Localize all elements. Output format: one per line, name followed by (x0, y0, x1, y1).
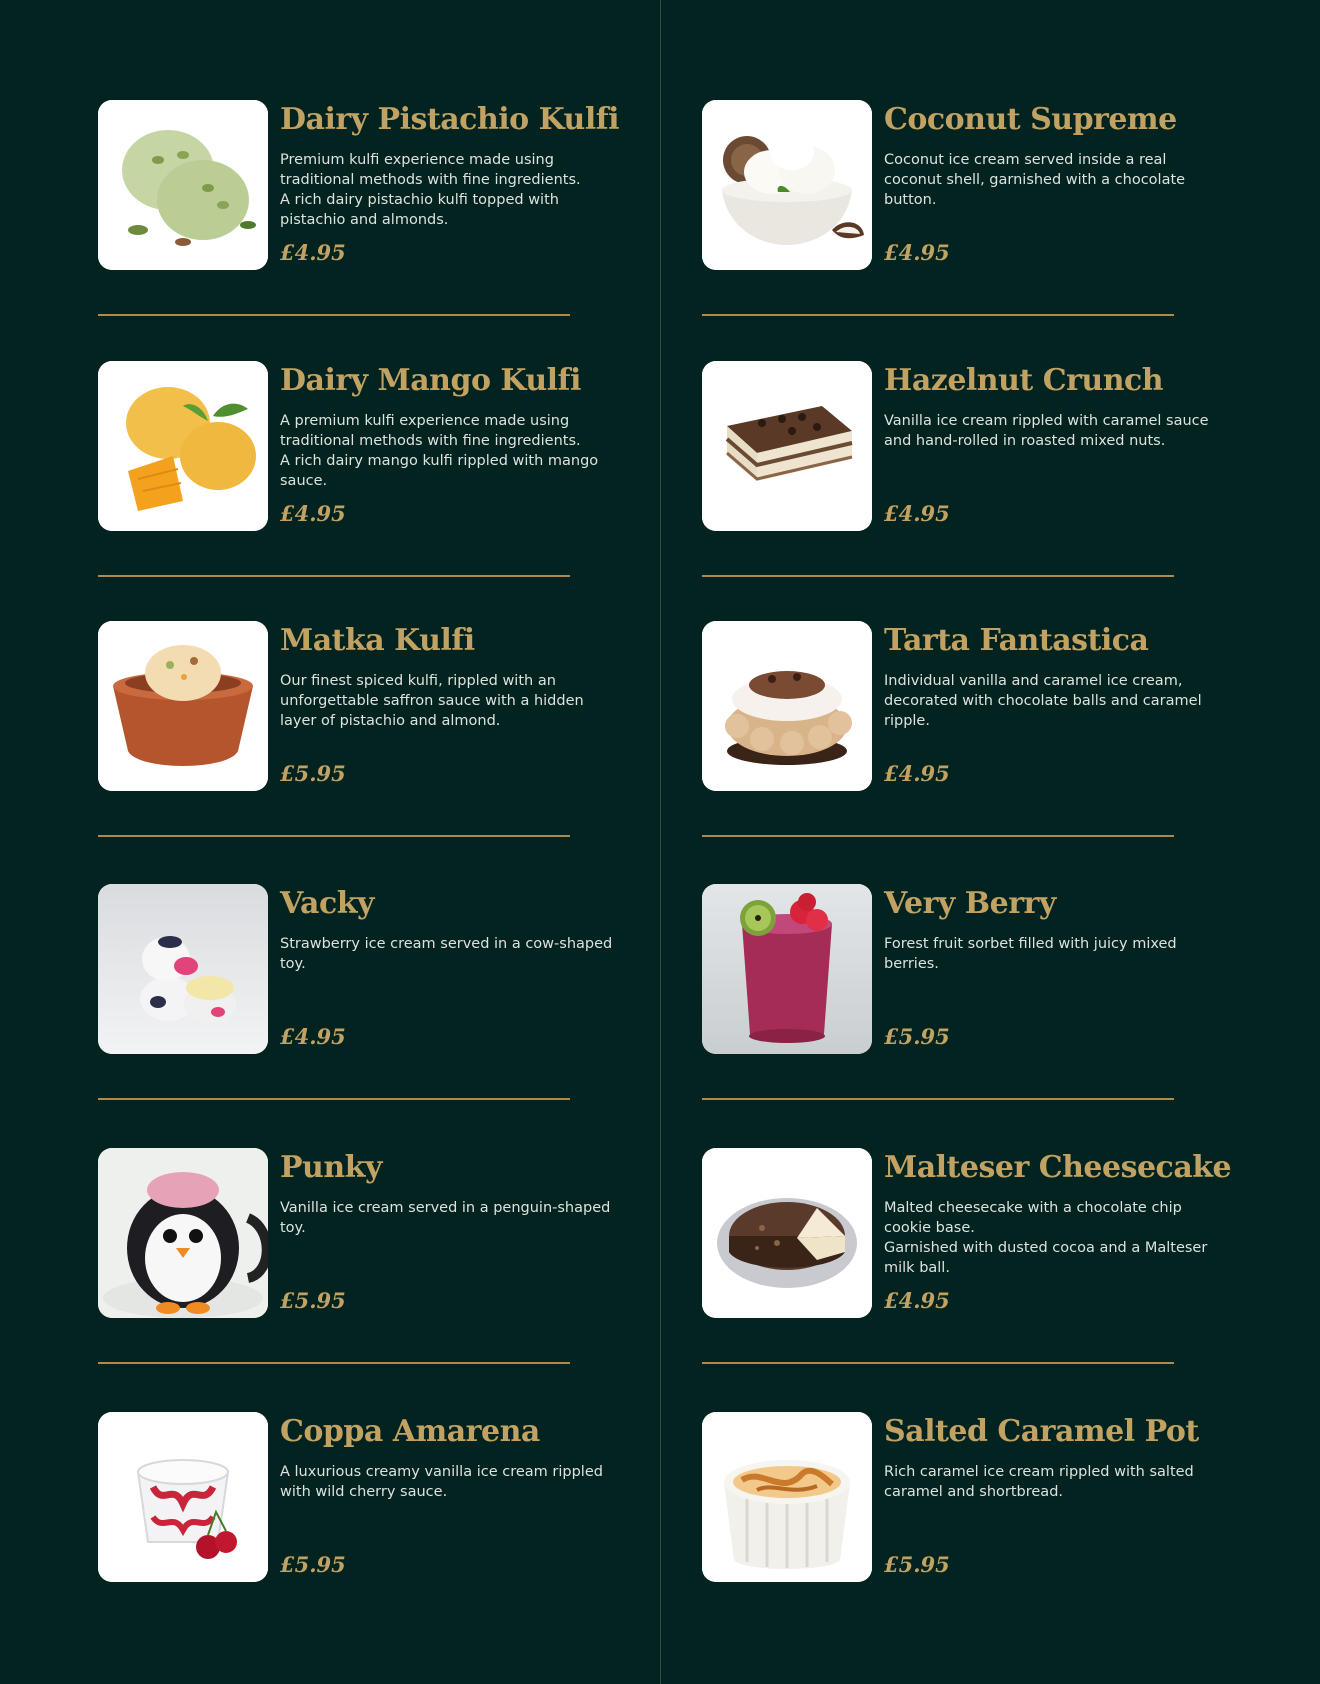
item-name: Punky (280, 1150, 382, 1185)
item-description: A luxurious creamy vanilla ice cream rippled with wild cherry sauce. (280, 1464, 603, 1500)
menu-item[interactable] (98, 100, 658, 270)
item-price: £4.95 (884, 501, 950, 526)
item-description: Individual vanilla and caramel ice cream, decorated with chocolate balls and caramel ripple. (884, 673, 1202, 729)
menu-item[interactable] (702, 884, 1262, 1054)
cow-toy-image (98, 884, 268, 1054)
berry-glass-image (702, 884, 872, 1054)
item-price: £4.95 (280, 1024, 346, 1049)
item-description: Vanilla ice cream rippled with caramel sauce and hand-rolled in roasted mixed nuts. (884, 413, 1209, 449)
item-name: Coppa Amarena (280, 1414, 540, 1449)
item-description: Strawberry ice cream served in a cow-shaped toy. (280, 936, 613, 972)
item-separator (98, 1362, 570, 1364)
item-price: £4.95 (280, 501, 346, 526)
item-description: Rich caramel ice cream rippled with salted caramel and shortbread. (884, 1464, 1194, 1500)
hazelnut-cake-image (702, 361, 872, 531)
item-price: £5.95 (280, 761, 346, 786)
menu-item[interactable] (98, 621, 658, 791)
mango-kulfi-image (98, 361, 268, 531)
item-separator (98, 835, 570, 837)
item-name: Hazelnut Crunch (884, 363, 1164, 398)
item-description: Vanilla ice cream served in a penguin-shaped toy. (280, 1200, 611, 1236)
menu-item[interactable] (98, 361, 658, 531)
pistachio-kulfi-image (98, 100, 268, 270)
item-name: Dairy Mango Kulfi (280, 363, 581, 398)
item-name: Dairy Pistachio Kulfi (280, 102, 620, 137)
matka-kulfi-image (98, 621, 268, 791)
item-separator (98, 314, 570, 316)
item-description: Coconut ice cream served inside a real coconut shell, garnished with a chocolate button. (884, 152, 1186, 208)
item-separator (702, 575, 1174, 577)
coconut-image (702, 100, 872, 270)
item-separator (702, 314, 1174, 316)
tarta-image (702, 621, 872, 791)
item-separator (98, 575, 570, 577)
caramel-pot-image (702, 1412, 872, 1582)
menu-item[interactable] (98, 884, 658, 1054)
item-price: £4.95 (884, 240, 950, 265)
item-separator (702, 1098, 1174, 1100)
item-name: Salted Caramel Pot (884, 1414, 1199, 1449)
menu-item[interactable] (702, 1412, 1262, 1582)
item-description: Premium kulfi experience made using traditional methods with fine ingredients. A rich dairy pistachio kulfi topped with pistachio and almonds. (280, 152, 581, 228)
menu-item[interactable] (702, 1148, 1262, 1318)
column-divider (660, 0, 661, 1684)
penguin-toy-image (98, 1148, 268, 1318)
item-name: Vacky (280, 886, 374, 921)
menu-item[interactable] (702, 100, 1262, 270)
item-price: £5.95 (280, 1288, 346, 1313)
item-price: £5.95 (280, 1552, 346, 1577)
cherry-cup-image (98, 1412, 268, 1582)
item-name: Malteser Cheesecake (884, 1150, 1232, 1185)
item-price: £5.95 (884, 1552, 950, 1577)
item-price: £4.95 (280, 240, 346, 265)
menu-item[interactable] (702, 361, 1262, 531)
item-description: Malted cheesecake with a chocolate chip cookie base. Garnished with dusted cocoa and a Malteser milk ball. (884, 1200, 1208, 1276)
item-name: Matka Kulfi (280, 623, 475, 658)
cheesecake-image (702, 1148, 872, 1318)
item-price: £4.95 (884, 1288, 950, 1313)
item-price: £4.95 (884, 761, 950, 786)
item-separator (98, 1098, 570, 1100)
item-separator (702, 1362, 1174, 1364)
item-description: Our finest spiced kulfi, rippled with an unforgettable saffron sauce with a hidden layer of pistachio and almond. (280, 673, 584, 729)
menu-item[interactable] (98, 1412, 658, 1582)
item-name: Coconut Supreme (884, 102, 1177, 137)
item-price: £5.95 (884, 1024, 950, 1049)
menu-item[interactable] (98, 1148, 658, 1318)
item-description: A premium kulfi experience made using traditional methods with fine ingredients. A rich dairy mango kulfi rippled with mango sauce. (280, 413, 599, 489)
item-separator (702, 835, 1174, 837)
item-name: Very Berry (884, 886, 1056, 921)
item-description: Forest fruit sorbet filled with juicy mixed berries. (884, 936, 1177, 972)
item-name: Tarta Fantastica (884, 623, 1149, 658)
menu-item[interactable] (702, 621, 1262, 791)
